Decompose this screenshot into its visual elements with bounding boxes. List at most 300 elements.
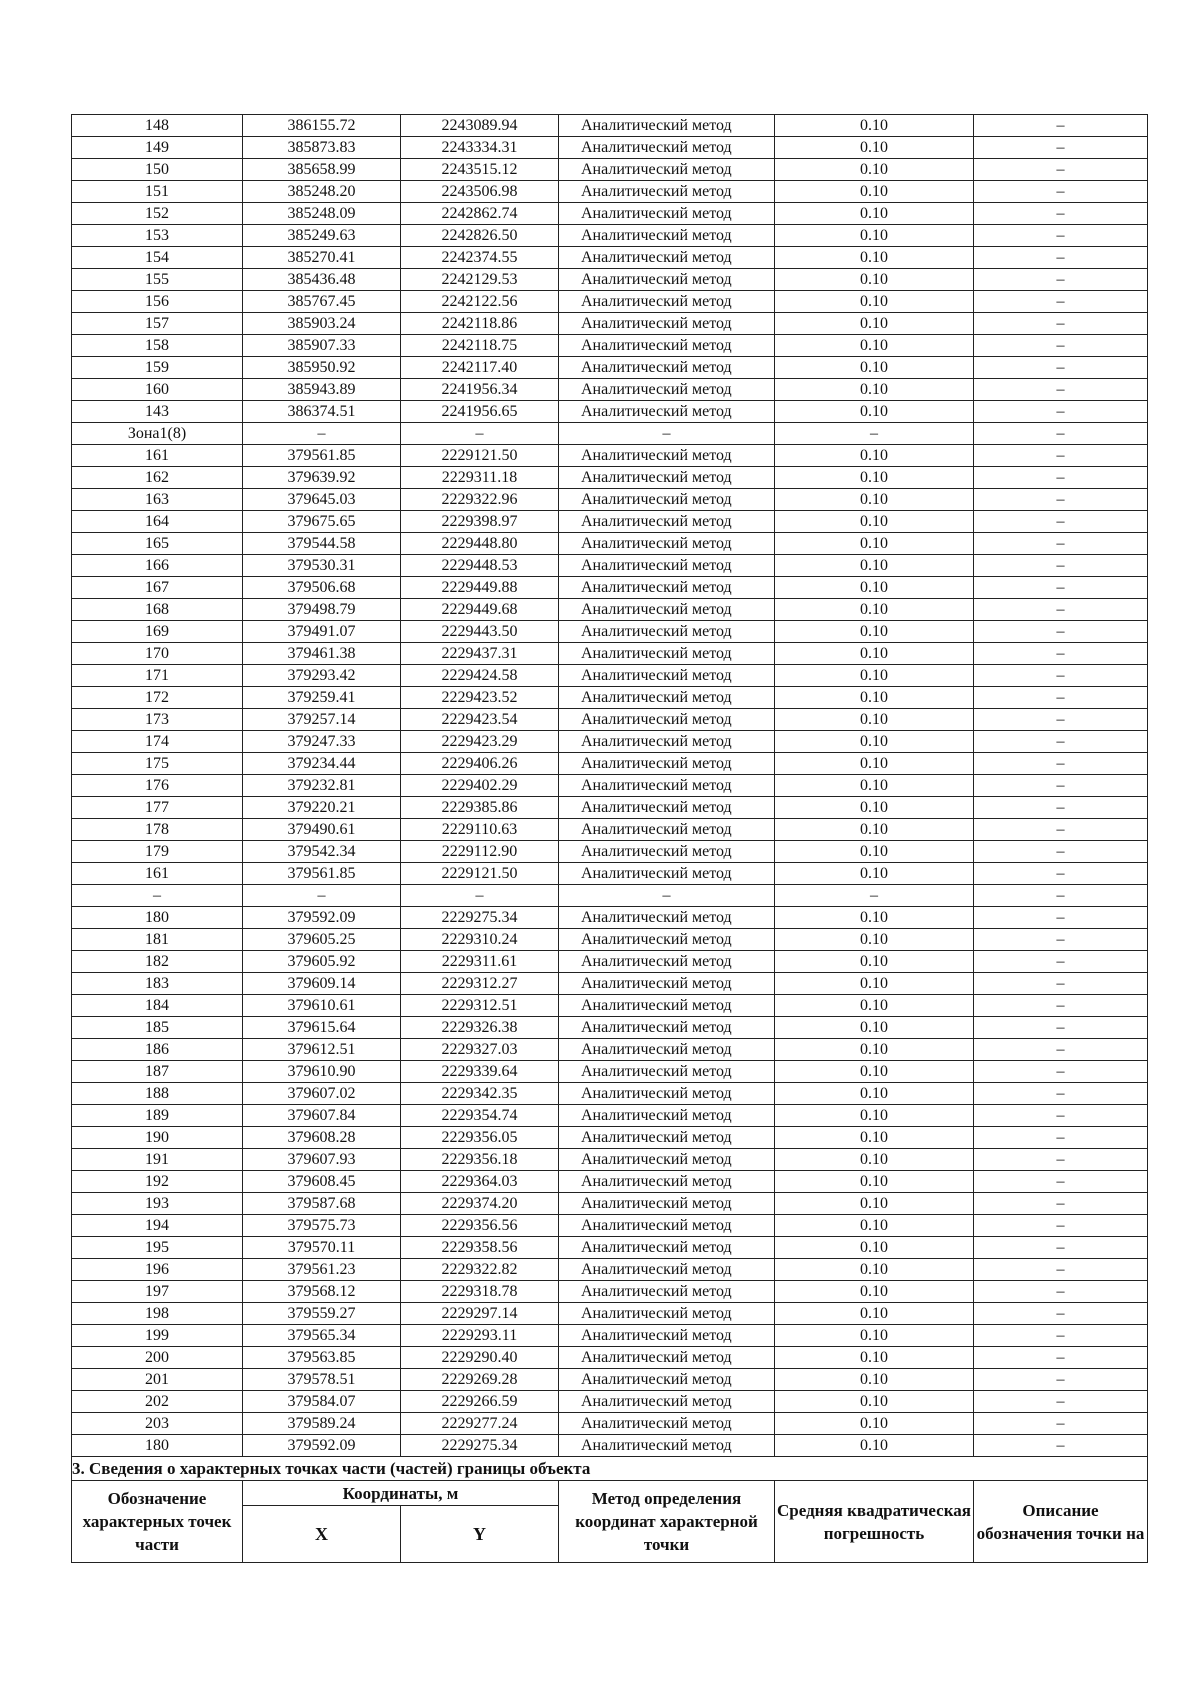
cell-y: – bbox=[401, 885, 559, 907]
cell-x: 379530.31 bbox=[243, 555, 401, 577]
cell-accuracy: 0.10 bbox=[775, 929, 974, 951]
cell-point: 190 bbox=[72, 1127, 243, 1149]
cell-x: 379615.64 bbox=[243, 1017, 401, 1039]
table-row bbox=[72, 335, 1148, 357]
cell-accuracy: 0.10 bbox=[775, 995, 974, 1017]
cell-method: Аналитический метод bbox=[559, 1083, 775, 1105]
cell-method: Аналитический метод bbox=[559, 907, 775, 929]
table-row bbox=[72, 643, 1148, 665]
cell-point: 170 bbox=[72, 643, 243, 665]
cell-y: 2229449.68 bbox=[401, 599, 559, 621]
table-row bbox=[72, 973, 1148, 995]
cell-point: 164 bbox=[72, 511, 243, 533]
header-coordinates: Координаты, м bbox=[243, 1481, 559, 1506]
cell-x: 379645.03 bbox=[243, 489, 401, 511]
cell-description: – bbox=[974, 885, 1148, 907]
table-row bbox=[72, 709, 1148, 731]
table-row bbox=[72, 445, 1148, 467]
cell-y: 2229424.58 bbox=[401, 665, 559, 687]
cell-y: 2241956.34 bbox=[401, 379, 559, 401]
cell-y: 2229310.24 bbox=[401, 929, 559, 951]
cell-x: 385950.92 bbox=[243, 357, 401, 379]
cell-description: – bbox=[974, 599, 1148, 621]
cell-description: – bbox=[974, 797, 1148, 819]
cell-x: 385907.33 bbox=[243, 335, 401, 357]
cell-description: – bbox=[974, 313, 1148, 335]
table-row bbox=[72, 225, 1148, 247]
cell-accuracy: 0.10 bbox=[775, 1083, 974, 1105]
cell-accuracy: 0.10 bbox=[775, 247, 974, 269]
cell-x: 385658.99 bbox=[243, 159, 401, 181]
cell-method: Аналитический метод bbox=[559, 1193, 775, 1215]
cell-description: – bbox=[974, 467, 1148, 489]
cell-y: 2229326.38 bbox=[401, 1017, 559, 1039]
cell-description: – bbox=[974, 1325, 1148, 1347]
cell-accuracy: 0.10 bbox=[775, 1413, 974, 1435]
table-row bbox=[72, 159, 1148, 181]
cell-method: – bbox=[559, 885, 775, 907]
cell-x: 379220.21 bbox=[243, 797, 401, 819]
cell-method: Аналитический метод bbox=[559, 1259, 775, 1281]
cell-y: 2229437.31 bbox=[401, 643, 559, 665]
cell-y: 2229398.97 bbox=[401, 511, 559, 533]
cell-y: 2229322.96 bbox=[401, 489, 559, 511]
cell-x: 385767.45 bbox=[243, 291, 401, 313]
cell-x: 379578.51 bbox=[243, 1369, 401, 1391]
cell-x: 385249.63 bbox=[243, 225, 401, 247]
cell-accuracy: 0.10 bbox=[775, 1347, 974, 1369]
cell-method: Аналитический метод bbox=[559, 181, 775, 203]
cell-x: 379561.85 bbox=[243, 863, 401, 885]
cell-description: – bbox=[974, 247, 1148, 269]
cell-y: 2242122.56 bbox=[401, 291, 559, 313]
cell-point: 157 bbox=[72, 313, 243, 335]
cell-method: Аналитический метод bbox=[559, 335, 775, 357]
cell-accuracy: 0.10 bbox=[775, 1215, 974, 1237]
cell-point: 196 bbox=[72, 1259, 243, 1281]
table-row bbox=[72, 951, 1148, 973]
cell-description: – bbox=[974, 1303, 1148, 1325]
cell-description: – bbox=[974, 511, 1148, 533]
cell-x: 379605.92 bbox=[243, 951, 401, 973]
cell-y: 2242826.50 bbox=[401, 225, 559, 247]
cell-accuracy: 0.10 bbox=[775, 467, 974, 489]
cell-x: 379610.61 bbox=[243, 995, 401, 1017]
cell-y: 2243089.94 bbox=[401, 115, 559, 137]
cell-y: 2241956.65 bbox=[401, 401, 559, 423]
cell-point: 143 bbox=[72, 401, 243, 423]
cell-accuracy: 0.10 bbox=[775, 973, 974, 995]
table-row bbox=[72, 1259, 1148, 1281]
cell-accuracy: 0.10 bbox=[775, 775, 974, 797]
cell-y: 2229297.14 bbox=[401, 1303, 559, 1325]
table-row bbox=[72, 1083, 1148, 1105]
cell-description: – bbox=[974, 1127, 1148, 1149]
cell-y: 2243515.12 bbox=[401, 159, 559, 181]
cell-x: 385248.20 bbox=[243, 181, 401, 203]
cell-description: – bbox=[974, 181, 1148, 203]
cell-x: 379610.90 bbox=[243, 1061, 401, 1083]
cell-y: 2229110.63 bbox=[401, 819, 559, 841]
table-row bbox=[72, 731, 1148, 753]
cell-x: 379561.23 bbox=[243, 1259, 401, 1281]
cell-method: Аналитический метод bbox=[559, 1281, 775, 1303]
cell-point: 165 bbox=[72, 533, 243, 555]
cell-x: 379612.51 bbox=[243, 1039, 401, 1061]
cell-description: – bbox=[974, 445, 1148, 467]
cell-method: Аналитический метод bbox=[559, 357, 775, 379]
cell-y: – bbox=[401, 423, 559, 445]
cell-method: Аналитический метод bbox=[559, 643, 775, 665]
cell-method: Аналитический метод bbox=[559, 577, 775, 599]
cell-point: 173 bbox=[72, 709, 243, 731]
cell-point: 177 bbox=[72, 797, 243, 819]
cell-point: 183 bbox=[72, 973, 243, 995]
table-row bbox=[72, 467, 1148, 489]
cell-x: 385270.41 bbox=[243, 247, 401, 269]
table-row bbox=[72, 1105, 1148, 1127]
cell-x: 379544.58 bbox=[243, 533, 401, 555]
cell-description: – bbox=[974, 1083, 1148, 1105]
cell-accuracy: 0.10 bbox=[775, 1017, 974, 1039]
cell-description: – bbox=[974, 665, 1148, 687]
table-row bbox=[72, 247, 1148, 269]
cell-description: – bbox=[974, 1193, 1148, 1215]
cell-accuracy: 0.10 bbox=[775, 1325, 974, 1347]
cell-point: 152 bbox=[72, 203, 243, 225]
header-accuracy: Средняя квадратическая погрешность bbox=[775, 1481, 974, 1563]
cell-x: 379592.09 bbox=[243, 1435, 401, 1457]
cell-description: – bbox=[974, 929, 1148, 951]
cell-description: – bbox=[974, 1369, 1148, 1391]
cell-description: – bbox=[974, 907, 1148, 929]
cell-y: 2229327.03 bbox=[401, 1039, 559, 1061]
cell-x: 379559.27 bbox=[243, 1303, 401, 1325]
cell-method: Аналитический метод bbox=[559, 973, 775, 995]
cell-method: Аналитический метод bbox=[559, 291, 775, 313]
cell-method: Аналитический метод bbox=[559, 665, 775, 687]
cell-x: 379561.85 bbox=[243, 445, 401, 467]
cell-point: 185 bbox=[72, 1017, 243, 1039]
cell-x: 379608.28 bbox=[243, 1127, 401, 1149]
table-row bbox=[72, 1193, 1148, 1215]
cell-method: Аналитический метод bbox=[559, 1325, 775, 1347]
cell-y: 2229275.34 bbox=[401, 907, 559, 929]
cell-y: 2229275.34 bbox=[401, 1435, 559, 1457]
cell-accuracy: 0.10 bbox=[775, 841, 974, 863]
table-row bbox=[72, 423, 1148, 445]
table-row bbox=[72, 577, 1148, 599]
cell-y: 2229121.50 bbox=[401, 445, 559, 467]
cell-accuracy: 0.10 bbox=[775, 1303, 974, 1325]
cell-accuracy: 0.10 bbox=[775, 335, 974, 357]
cell-description: – bbox=[974, 1105, 1148, 1127]
cell-x: 379506.68 bbox=[243, 577, 401, 599]
cell-accuracy: 0.10 bbox=[775, 621, 974, 643]
table-row bbox=[72, 599, 1148, 621]
cell-method: Аналитический метод bbox=[559, 1017, 775, 1039]
cell-x: 386155.72 bbox=[243, 115, 401, 137]
cell-method: Аналитический метод bbox=[559, 731, 775, 753]
cell-accuracy: 0.10 bbox=[775, 643, 974, 665]
cell-point: 167 bbox=[72, 577, 243, 599]
header-method: Метод определения координат характерной точки bbox=[559, 1481, 775, 1563]
cell-accuracy: 0.10 bbox=[775, 687, 974, 709]
cell-point: 166 bbox=[72, 555, 243, 577]
cell-point: 156 bbox=[72, 291, 243, 313]
cell-description: – bbox=[974, 1237, 1148, 1259]
cell-y: 2242118.75 bbox=[401, 335, 559, 357]
cell-y: 2242118.86 bbox=[401, 313, 559, 335]
cell-method: Аналитический метод bbox=[559, 1347, 775, 1369]
table-row bbox=[72, 489, 1148, 511]
cell-description: – bbox=[974, 973, 1148, 995]
cell-x: 379498.79 bbox=[243, 599, 401, 621]
cell-description: – bbox=[974, 1215, 1148, 1237]
cell-method: Аналитический метод bbox=[559, 863, 775, 885]
cell-method: Аналитический метод bbox=[559, 1237, 775, 1259]
cell-point: 160 bbox=[72, 379, 243, 401]
cell-point: 202 bbox=[72, 1391, 243, 1413]
section-3 bbox=[72, 1457, 1148, 1563]
cell-point: 198 bbox=[72, 1303, 243, 1325]
cell-y: 2229423.52 bbox=[401, 687, 559, 709]
cell-y: 2229121.50 bbox=[401, 863, 559, 885]
cell-method: Аналитический метод bbox=[559, 1303, 775, 1325]
cell-accuracy: 0.10 bbox=[775, 1105, 974, 1127]
table-row bbox=[72, 929, 1148, 951]
cell-x: 386374.51 bbox=[243, 401, 401, 423]
cell-y: 2242374.55 bbox=[401, 247, 559, 269]
cell-accuracy: 0.10 bbox=[775, 797, 974, 819]
cell-accuracy: 0.10 bbox=[775, 951, 974, 973]
cell-y: 2242862.74 bbox=[401, 203, 559, 225]
cell-accuracy: 0.10 bbox=[775, 313, 974, 335]
cell-accuracy: 0.10 bbox=[775, 1039, 974, 1061]
cell-x: 385873.83 bbox=[243, 137, 401, 159]
cell-accuracy: 0.10 bbox=[775, 291, 974, 313]
cell-y: 2229356.18 bbox=[401, 1149, 559, 1171]
cell-method: – bbox=[559, 423, 775, 445]
cell-y: 2229322.82 bbox=[401, 1259, 559, 1281]
cell-y: 2229266.59 bbox=[401, 1391, 559, 1413]
cell-method: Аналитический метод bbox=[559, 1413, 775, 1435]
cell-x: 379293.42 bbox=[243, 665, 401, 687]
cell-method: Аналитический метод bbox=[559, 797, 775, 819]
cell-description: – bbox=[974, 951, 1148, 973]
cell-point: 203 bbox=[72, 1413, 243, 1435]
header-x: X bbox=[243, 1506, 401, 1563]
cell-accuracy: 0.10 bbox=[775, 1171, 974, 1193]
cell-x: 379587.68 bbox=[243, 1193, 401, 1215]
cell-y: 2229443.50 bbox=[401, 621, 559, 643]
cell-accuracy: 0.10 bbox=[775, 863, 974, 885]
cell-accuracy: 0.10 bbox=[775, 533, 974, 555]
table-row bbox=[72, 665, 1148, 687]
table-row bbox=[72, 907, 1148, 929]
cell-accuracy: 0.10 bbox=[775, 379, 974, 401]
table-row bbox=[72, 357, 1148, 379]
cell-point: 197 bbox=[72, 1281, 243, 1303]
table-row bbox=[72, 753, 1148, 775]
cell-x: 379257.14 bbox=[243, 709, 401, 731]
cell-point: 181 bbox=[72, 929, 243, 951]
cell-description: – bbox=[974, 1259, 1148, 1281]
cell-x: 379247.33 bbox=[243, 731, 401, 753]
cell-point: 176 bbox=[72, 775, 243, 797]
table-row bbox=[72, 621, 1148, 643]
cell-description: – bbox=[974, 1391, 1148, 1413]
cell-y: 2229364.03 bbox=[401, 1171, 559, 1193]
cell-y: 2229277.24 bbox=[401, 1413, 559, 1435]
cell-point: 187 bbox=[72, 1061, 243, 1083]
cell-x: 379639.92 bbox=[243, 467, 401, 489]
cell-point: 159 bbox=[72, 357, 243, 379]
cell-x: 379592.09 bbox=[243, 907, 401, 929]
cell-x: 379570.11 bbox=[243, 1237, 401, 1259]
cell-accuracy: 0.10 bbox=[775, 181, 974, 203]
table-row bbox=[72, 1215, 1148, 1237]
cell-method: Аналитический метод bbox=[559, 951, 775, 973]
cell-description: – bbox=[974, 709, 1148, 731]
cell-method: Аналитический метод bbox=[559, 1171, 775, 1193]
table-row bbox=[72, 533, 1148, 555]
cell-y: 2229423.29 bbox=[401, 731, 559, 753]
cell-point: 180 bbox=[72, 1435, 243, 1457]
cell-x: 379259.41 bbox=[243, 687, 401, 709]
cell-x: 379563.85 bbox=[243, 1347, 401, 1369]
cell-point: 189 bbox=[72, 1105, 243, 1127]
cell-point: 151 bbox=[72, 181, 243, 203]
header-row-1 bbox=[72, 1481, 1148, 1506]
cell-y: 2229311.18 bbox=[401, 467, 559, 489]
cell-description: – bbox=[974, 225, 1148, 247]
cell-point: 162 bbox=[72, 467, 243, 489]
table-row bbox=[72, 555, 1148, 577]
cell-point: 169 bbox=[72, 621, 243, 643]
cell-description: – bbox=[974, 379, 1148, 401]
cell-method: Аналитический метод bbox=[559, 533, 775, 555]
cell-method: Аналитический метод bbox=[559, 555, 775, 577]
cell-point: 201 bbox=[72, 1369, 243, 1391]
cell-description: – bbox=[974, 1039, 1148, 1061]
table-row bbox=[72, 115, 1148, 137]
cell-x: 379607.93 bbox=[243, 1149, 401, 1171]
cell-method: Аналитический метод bbox=[559, 753, 775, 775]
cell-accuracy: 0.10 bbox=[775, 1149, 974, 1171]
cell-y: 2243334.31 bbox=[401, 137, 559, 159]
cell-x: 385436.48 bbox=[243, 269, 401, 291]
cell-y: 2229402.29 bbox=[401, 775, 559, 797]
cell-description: – bbox=[974, 489, 1148, 511]
cell-accuracy: 0.10 bbox=[775, 1237, 974, 1259]
cell-accuracy: 0.10 bbox=[775, 1061, 974, 1083]
cell-accuracy: 0.10 bbox=[775, 203, 974, 225]
cell-point: 154 bbox=[72, 247, 243, 269]
cell-method: Аналитический метод bbox=[559, 1369, 775, 1391]
cell-description: – bbox=[974, 115, 1148, 137]
cell-description: – bbox=[974, 357, 1148, 379]
table-row bbox=[72, 1149, 1148, 1171]
cell-point: 184 bbox=[72, 995, 243, 1017]
cell-description: – bbox=[974, 995, 1148, 1017]
cell-x: 379234.44 bbox=[243, 753, 401, 775]
cell-accuracy: 0.10 bbox=[775, 401, 974, 423]
cell-y: 2229448.80 bbox=[401, 533, 559, 555]
table-row bbox=[72, 1017, 1148, 1039]
cell-method: Аналитический метод bbox=[559, 1149, 775, 1171]
cell-point: 199 bbox=[72, 1325, 243, 1347]
cell-accuracy: 0.10 bbox=[775, 137, 974, 159]
cell-description: – bbox=[974, 1413, 1148, 1435]
cell-accuracy: 0.10 bbox=[775, 1193, 974, 1215]
cell-point: 171 bbox=[72, 665, 243, 687]
cell-accuracy: 0.10 bbox=[775, 1391, 974, 1413]
table-row bbox=[72, 1325, 1148, 1347]
table-row bbox=[72, 1281, 1148, 1303]
table-row bbox=[72, 401, 1148, 423]
cell-description: – bbox=[974, 687, 1148, 709]
cell-y: 2229356.56 bbox=[401, 1215, 559, 1237]
cell-y: 2229290.40 bbox=[401, 1347, 559, 1369]
cell-point: 191 bbox=[72, 1149, 243, 1171]
cell-method: Аналитический метод bbox=[559, 225, 775, 247]
cell-accuracy: 0.10 bbox=[775, 445, 974, 467]
cell-point: 179 bbox=[72, 841, 243, 863]
cell-x: 379542.34 bbox=[243, 841, 401, 863]
cell-description: – bbox=[974, 1149, 1148, 1171]
cell-y: 2243506.98 bbox=[401, 181, 559, 203]
cell-method: Аналитический метод bbox=[559, 115, 775, 137]
cell-y: 2229449.88 bbox=[401, 577, 559, 599]
cell-y: 2229406.26 bbox=[401, 753, 559, 775]
cell-point: 192 bbox=[72, 1171, 243, 1193]
cell-point: 174 bbox=[72, 731, 243, 753]
cell-x: 379568.12 bbox=[243, 1281, 401, 1303]
cell-x: 379575.73 bbox=[243, 1215, 401, 1237]
table-body bbox=[72, 115, 1148, 1457]
cell-x: 385903.24 bbox=[243, 313, 401, 335]
cell-accuracy: 0.10 bbox=[775, 665, 974, 687]
header-y: Y bbox=[401, 1506, 559, 1563]
cell-description: – bbox=[974, 423, 1148, 445]
table-row bbox=[72, 885, 1148, 907]
cell-method: Аналитический метод bbox=[559, 445, 775, 467]
cell-y: 2229448.53 bbox=[401, 555, 559, 577]
cell-accuracy: 0.10 bbox=[775, 555, 974, 577]
cell-method: Аналитический метод bbox=[559, 841, 775, 863]
cell-accuracy: 0.10 bbox=[775, 731, 974, 753]
cell-description: – bbox=[974, 159, 1148, 181]
cell-point: 150 bbox=[72, 159, 243, 181]
cell-point: 153 bbox=[72, 225, 243, 247]
table-row bbox=[72, 775, 1148, 797]
table-row bbox=[72, 819, 1148, 841]
table-row bbox=[72, 687, 1148, 709]
cell-x: 379607.84 bbox=[243, 1105, 401, 1127]
cell-description: – bbox=[974, 621, 1148, 643]
cell-accuracy: 0.10 bbox=[775, 709, 974, 731]
cell-accuracy: 0.10 bbox=[775, 819, 974, 841]
cell-method: Аналитический метод bbox=[559, 1435, 775, 1457]
cell-x: 379608.45 bbox=[243, 1171, 401, 1193]
cell-method: Аналитический метод bbox=[559, 137, 775, 159]
cell-point: 200 bbox=[72, 1347, 243, 1369]
cell-method: Аналитический метод bbox=[559, 1039, 775, 1061]
cell-method: Аналитический метод bbox=[559, 687, 775, 709]
header-description: Описание обозначения точки на bbox=[974, 1481, 1148, 1563]
cell-description: – bbox=[974, 731, 1148, 753]
